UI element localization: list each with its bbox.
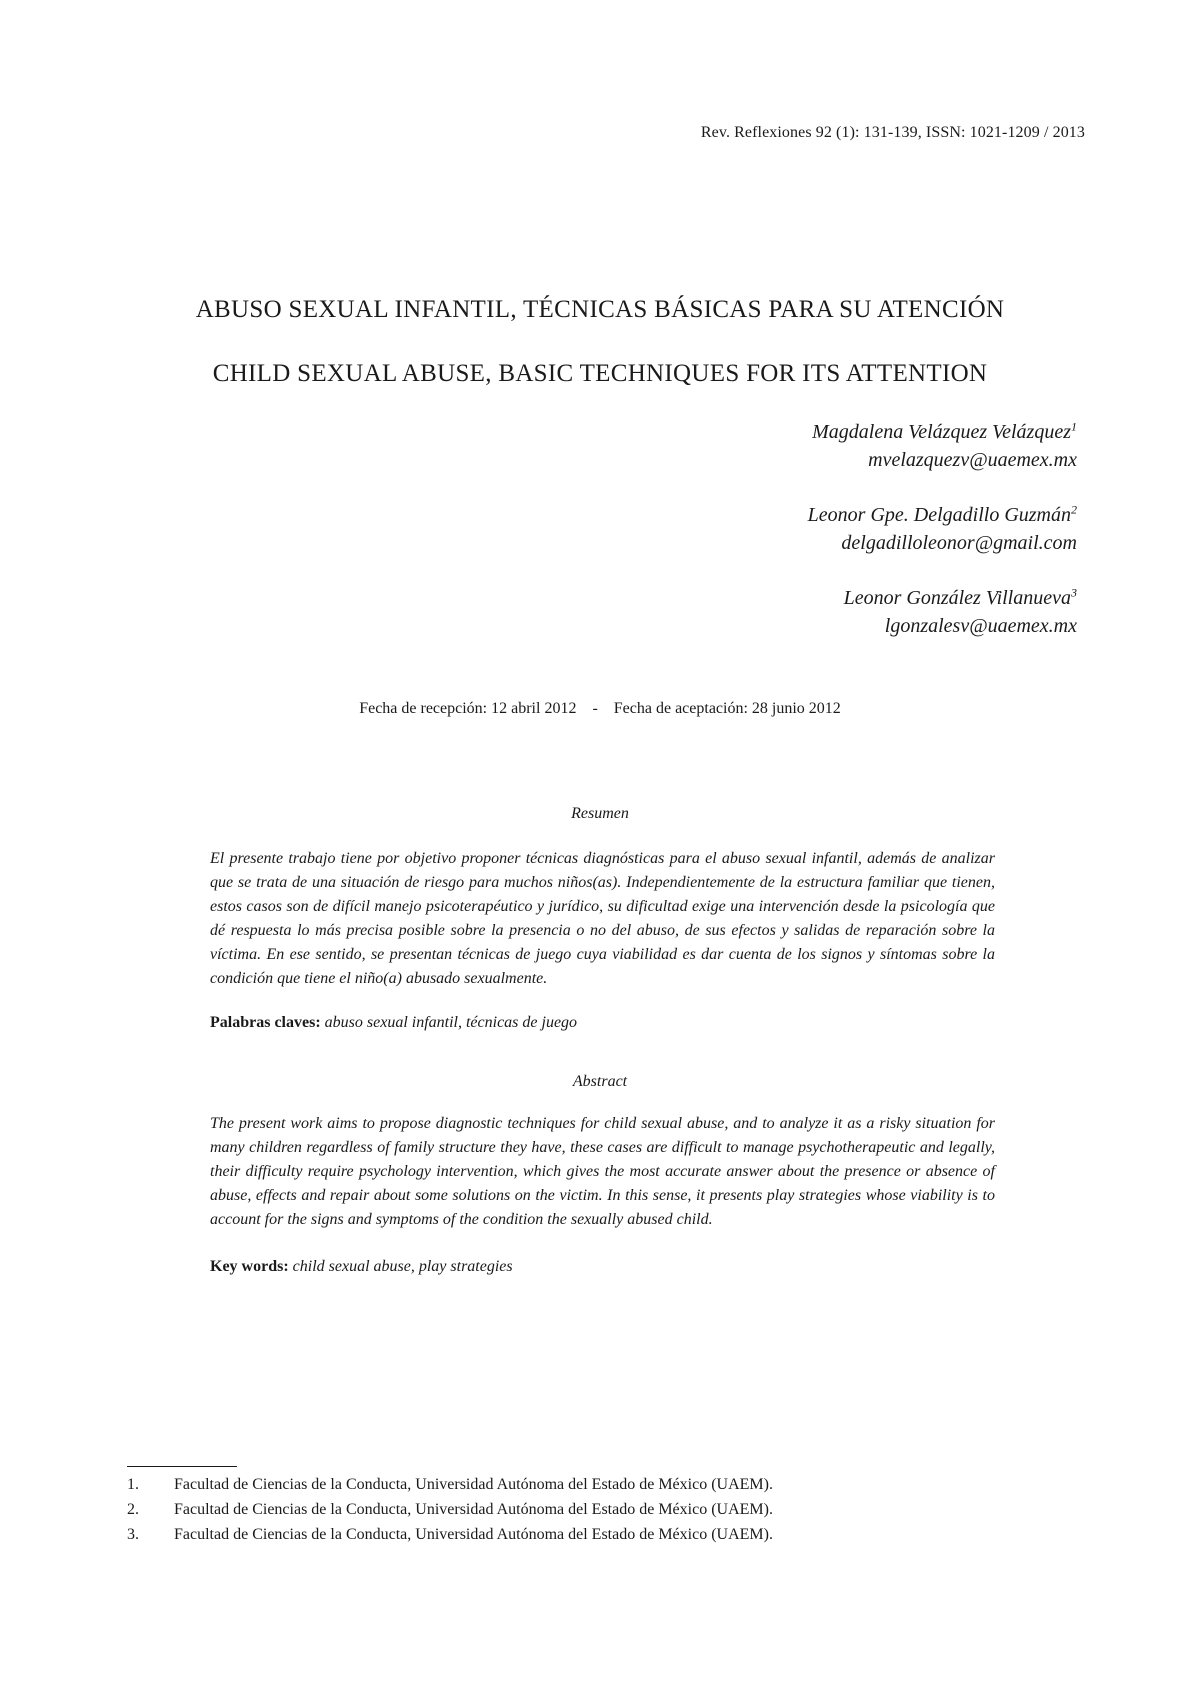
publication-dates: [0, 700, 1200, 718]
author-email: mvelazquezv@uaemex.mx: [868, 449, 1077, 471]
author-email: delgadilloleonor@gmail.com: [841, 532, 1077, 554]
date-separator: -: [592, 700, 598, 717]
received-date: Fecha de recepción: 12 abril 2012: [359, 700, 577, 717]
footnote-text: Facultad de Ciencias de la Conducta, Universidad Autónoma del Estado de México (UAEM).: [174, 1476, 773, 1493]
title-english: CHILD SEXUAL ABUSE, BASIC TECHNIQUES FOR ITS ATTENTION: [212, 360, 988, 387]
footnote-number: 2.: [127, 1501, 139, 1518]
keywords-text: child sexual abuse, play strategies: [292, 1258, 513, 1275]
author-2: [808, 501, 1077, 557]
keywords-spanish: [210, 1014, 995, 1032]
footnote-text: Facultad de Ciencias de la Conducta, Universidad Autónoma del Estado de México (UAEM).: [174, 1501, 773, 1518]
abstract-heading: Abstract: [572, 1073, 628, 1090]
title-spanish: ABUSO SEXUAL INFANTIL, TÉCNICAS BÁSICAS PARA SU ATENCIÓN: [195, 296, 1005, 323]
resumen-heading: Resumen: [571, 805, 629, 822]
author-name: Leonor Gpe. Delgadillo Guzmán: [807, 504, 1071, 526]
accepted-date: Fecha de aceptación: 28 junio 2012: [613, 700, 841, 717]
author-footnote-marker: 2: [1071, 502, 1077, 517]
footnote-item: [127, 1497, 1027, 1522]
footnote-item: [127, 1472, 1027, 1497]
author-name: Magdalena Velázquez Velázquez: [812, 421, 1071, 443]
author-1: [808, 418, 1077, 474]
footnotes: [127, 1472, 1027, 1547]
keywords-text: abuso sexual infantil, técnicas de juego: [324, 1014, 578, 1031]
author-list: [808, 418, 1077, 667]
abstract-text: The present work aims to propose diagnostic techniques for child sexual abuse, and to analyze it as a risky situation for many children regardless of family structure they have, these cases are difficult to manage psychotherapeutic and legally, their difficulty require psychology intervention, which gives the most accurate answer about the presence or absence of abuse, effects and repair about some solutions on the victim. In this sense, it presents play strategies whose viability is to account for the signs and symptoms of the condition the sexually abused child.: [210, 1115, 995, 1228]
footnote-number: 3.: [127, 1526, 139, 1543]
author-3: [808, 584, 1077, 640]
footnote-divider: [127, 1466, 237, 1467]
keywords-label: Key words:: [210, 1258, 289, 1275]
author-email: lgonzalesv@uaemex.mx: [884, 615, 1077, 637]
author-footnote-marker: 1: [1071, 419, 1077, 434]
journal-reference: Rev. Reflexiones 92 (1): 131-139, ISSN: 1021-1209 / 2013: [700, 124, 1085, 141]
footnote-item: [127, 1522, 1027, 1547]
keywords-english: [210, 1258, 995, 1276]
footnote-text: Facultad de Ciencias de la Conducta, Universidad Autónoma del Estado de México (UAEM).: [174, 1526, 773, 1543]
author-name: Leonor González Villanueva: [843, 587, 1071, 609]
resumen-text: El presente trabajo tiene por objetivo proponer técnicas diagnósticas para el abuso sexual infantil, además de analizar que se trata de una situación de riesgo para muchos niños(as). Independientemente de la estructura familiar que tienen, estos casos son de difícil manejo psicoterapéutico y jurídico, su dificultad exige una intervención desde la psicología que dé respuesta lo más precisa posible sobre la presencia o no del abuso, de sus efectos y salidas de reparación sobre la víctima. En ese sentido, se presentan técnicas de juego cuya viabilidad es dar cuenta de los signos y síntomas sobre la condición que tiene el niño(a) abusado sexualmente.: [210, 850, 995, 987]
keywords-label: Palabras claves:: [210, 1014, 321, 1031]
footnote-number: 1.: [127, 1476, 139, 1493]
author-footnote-marker: 3: [1071, 585, 1077, 600]
